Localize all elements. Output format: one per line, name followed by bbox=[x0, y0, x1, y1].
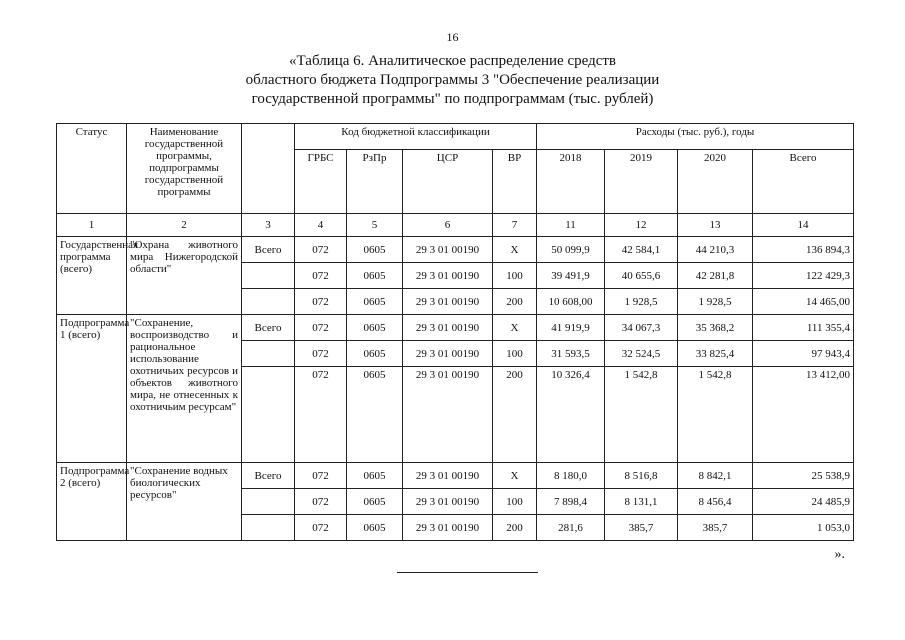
cell-2018: 10 608,00 bbox=[537, 289, 605, 315]
cell-rzpr: 0605 bbox=[347, 515, 403, 541]
cell-vr: X bbox=[493, 237, 537, 263]
cell-2019: 1 928,5 bbox=[605, 289, 678, 315]
cell-total: 24 485,9 bbox=[753, 489, 854, 515]
column-number: 3 bbox=[242, 214, 295, 237]
header-rzpr: РзПр bbox=[347, 150, 403, 214]
cell-vr: 200 bbox=[493, 289, 537, 315]
cell-vr: 100 bbox=[493, 341, 537, 367]
cell-csr: 29 3 01 00190 bbox=[403, 237, 493, 263]
cell-total: 111 355,4 bbox=[753, 315, 854, 341]
cell-2020: 44 210,3 bbox=[678, 237, 753, 263]
cell-vr: 200 bbox=[493, 515, 537, 541]
row-type bbox=[242, 289, 295, 315]
cell-total: 136 894,3 bbox=[753, 237, 854, 263]
cell-total: 25 538,9 bbox=[753, 463, 854, 489]
column-number: 11 bbox=[537, 214, 605, 237]
header-csr: ЦСР bbox=[403, 150, 493, 214]
table-row bbox=[57, 315, 854, 341]
cell-csr: 29 3 01 00190 bbox=[403, 263, 493, 289]
group-status: Подпрограмма 2 (всего) bbox=[57, 463, 127, 541]
cell-2019: 42 584,1 bbox=[605, 237, 678, 263]
row-type: Всего bbox=[242, 315, 295, 341]
cell-grbs: 072 bbox=[295, 367, 347, 463]
column-number: 12 bbox=[605, 214, 678, 237]
cell-grbs: 072 bbox=[295, 489, 347, 515]
header-2019: 2019 bbox=[605, 150, 678, 214]
cell-csr: 29 3 01 00190 bbox=[403, 515, 493, 541]
cell-grbs: 072 bbox=[295, 315, 347, 341]
table-row bbox=[57, 463, 854, 489]
header-2020: 2020 bbox=[678, 150, 753, 214]
cell-csr: 29 3 01 00190 bbox=[403, 489, 493, 515]
closing-quote-mark: ». bbox=[834, 547, 845, 562]
cell-rzpr: 0605 bbox=[347, 315, 403, 341]
group-name: "Сохранение, воспроизводство и рациональное использование охотничьих ресурсов и объектов животного мира, не отнесенных к охотничьим ресурсам" bbox=[127, 315, 242, 463]
header-row-top bbox=[57, 124, 854, 150]
page-number: 16 bbox=[446, 30, 459, 44]
cell-csr: 29 3 01 00190 bbox=[403, 367, 493, 463]
cell-rzpr: 0605 bbox=[347, 463, 403, 489]
header-empty bbox=[242, 124, 295, 214]
cell-rzpr: 0605 bbox=[347, 341, 403, 367]
row-type: Всего bbox=[242, 463, 295, 489]
cell-2019: 8 131,1 bbox=[605, 489, 678, 515]
cell-2020: 8 842,1 bbox=[678, 463, 753, 489]
cell-2019: 1 542,8 bbox=[605, 367, 678, 463]
cell-total: 122 429,3 bbox=[753, 263, 854, 289]
cell-total: 97 943,4 bbox=[753, 341, 854, 367]
column-number: 13 bbox=[678, 214, 753, 237]
cell-csr: 29 3 01 00190 bbox=[403, 341, 493, 367]
cell-2020: 33 825,4 bbox=[678, 341, 753, 367]
column-number: 5 bbox=[347, 214, 403, 237]
cell-vr: 100 bbox=[493, 263, 537, 289]
cell-2018: 10 326,4 bbox=[537, 367, 605, 463]
header-budget-code: Код бюджетной классификации bbox=[295, 124, 537, 150]
cell-total: 13 412,00 bbox=[753, 367, 854, 463]
cell-2018: 7 898,4 bbox=[537, 489, 605, 515]
row-type bbox=[242, 367, 295, 463]
group-name: "Сохранение водных биологических ресурсов" bbox=[127, 463, 242, 541]
title-line-2: областного бюджета Подпрограммы 3 "Обеспечение реализации bbox=[245, 72, 660, 88]
cell-2019: 32 524,5 bbox=[605, 341, 678, 367]
cell-vr: X bbox=[493, 315, 537, 341]
cell-vr: X bbox=[493, 463, 537, 489]
cell-vr: 100 bbox=[493, 489, 537, 515]
column-number: 1 bbox=[57, 214, 127, 237]
cell-vr: 200 bbox=[493, 367, 537, 463]
title-line-1: «Таблица 6. Аналитическое распределение средств bbox=[289, 53, 616, 69]
cell-rzpr: 0605 bbox=[347, 489, 403, 515]
cell-2019: 34 067,3 bbox=[605, 315, 678, 341]
header-status: Статус bbox=[57, 124, 127, 214]
cell-2018: 8 180,0 bbox=[537, 463, 605, 489]
cell-2019: 385,7 bbox=[605, 515, 678, 541]
cell-2020: 42 281,8 bbox=[678, 263, 753, 289]
group-status: Государственная программа (всего) bbox=[57, 237, 127, 315]
cell-grbs: 072 bbox=[295, 237, 347, 263]
cell-2018: 39 491,9 bbox=[537, 263, 605, 289]
cell-2018: 50 099,9 bbox=[537, 237, 605, 263]
header-grbs: ГРБС bbox=[295, 150, 347, 214]
cell-grbs: 072 bbox=[295, 515, 347, 541]
table-row bbox=[57, 237, 854, 263]
cell-total: 14 465,00 bbox=[753, 289, 854, 315]
budget-distribution-table bbox=[56, 123, 854, 541]
column-number-row bbox=[57, 214, 854, 237]
header-expenses: Расходы (тыс. руб.), годы bbox=[537, 124, 854, 150]
cell-grbs: 072 bbox=[295, 463, 347, 489]
row-type bbox=[242, 515, 295, 541]
document-title bbox=[0, 52, 905, 109]
cell-csr: 29 3 01 00190 bbox=[403, 289, 493, 315]
header-2018: 2018 bbox=[537, 150, 605, 214]
cell-2020: 1 542,8 bbox=[678, 367, 753, 463]
cell-total: 1 053,0 bbox=[753, 515, 854, 541]
column-number: 4 bbox=[295, 214, 347, 237]
cell-2018: 41 919,9 bbox=[537, 315, 605, 341]
footer-divider bbox=[397, 572, 538, 573]
cell-2020: 385,7 bbox=[678, 515, 753, 541]
header-total: Всего bbox=[753, 150, 854, 214]
row-type bbox=[242, 489, 295, 515]
group-status: Подпрограмма 1 (всего) bbox=[57, 315, 127, 463]
header-vr: ВР bbox=[493, 150, 537, 214]
cell-rzpr: 0605 bbox=[347, 367, 403, 463]
cell-2020: 35 368,2 bbox=[678, 315, 753, 341]
row-type: Всего bbox=[242, 237, 295, 263]
cell-grbs: 072 bbox=[295, 289, 347, 315]
cell-rzpr: 0605 bbox=[347, 289, 403, 315]
column-number: 2 bbox=[127, 214, 242, 237]
row-type bbox=[242, 263, 295, 289]
cell-grbs: 072 bbox=[295, 341, 347, 367]
header-name: Наименование государственной программы, подпрограммы государственной программы bbox=[127, 124, 242, 214]
cell-2019: 8 516,8 bbox=[605, 463, 678, 489]
cell-2018: 31 593,5 bbox=[537, 341, 605, 367]
cell-csr: 29 3 01 00190 bbox=[403, 463, 493, 489]
row-type bbox=[242, 341, 295, 367]
cell-2019: 40 655,6 bbox=[605, 263, 678, 289]
cell-2018: 281,6 bbox=[537, 515, 605, 541]
column-number: 7 bbox=[493, 214, 537, 237]
column-number: 14 bbox=[753, 214, 854, 237]
group-name: "Охрана животного мира Нижегородской области" bbox=[127, 237, 242, 315]
cell-2020: 8 456,4 bbox=[678, 489, 753, 515]
cell-2020: 1 928,5 bbox=[678, 289, 753, 315]
cell-grbs: 072 bbox=[295, 263, 347, 289]
cell-rzpr: 0605 bbox=[347, 263, 403, 289]
cell-rzpr: 0605 bbox=[347, 237, 403, 263]
column-number: 6 bbox=[403, 214, 493, 237]
title-line-3: государственной программы" по подпрограммам (тыс. рублей) bbox=[251, 91, 654, 107]
cell-csr: 29 3 01 00190 bbox=[403, 315, 493, 341]
